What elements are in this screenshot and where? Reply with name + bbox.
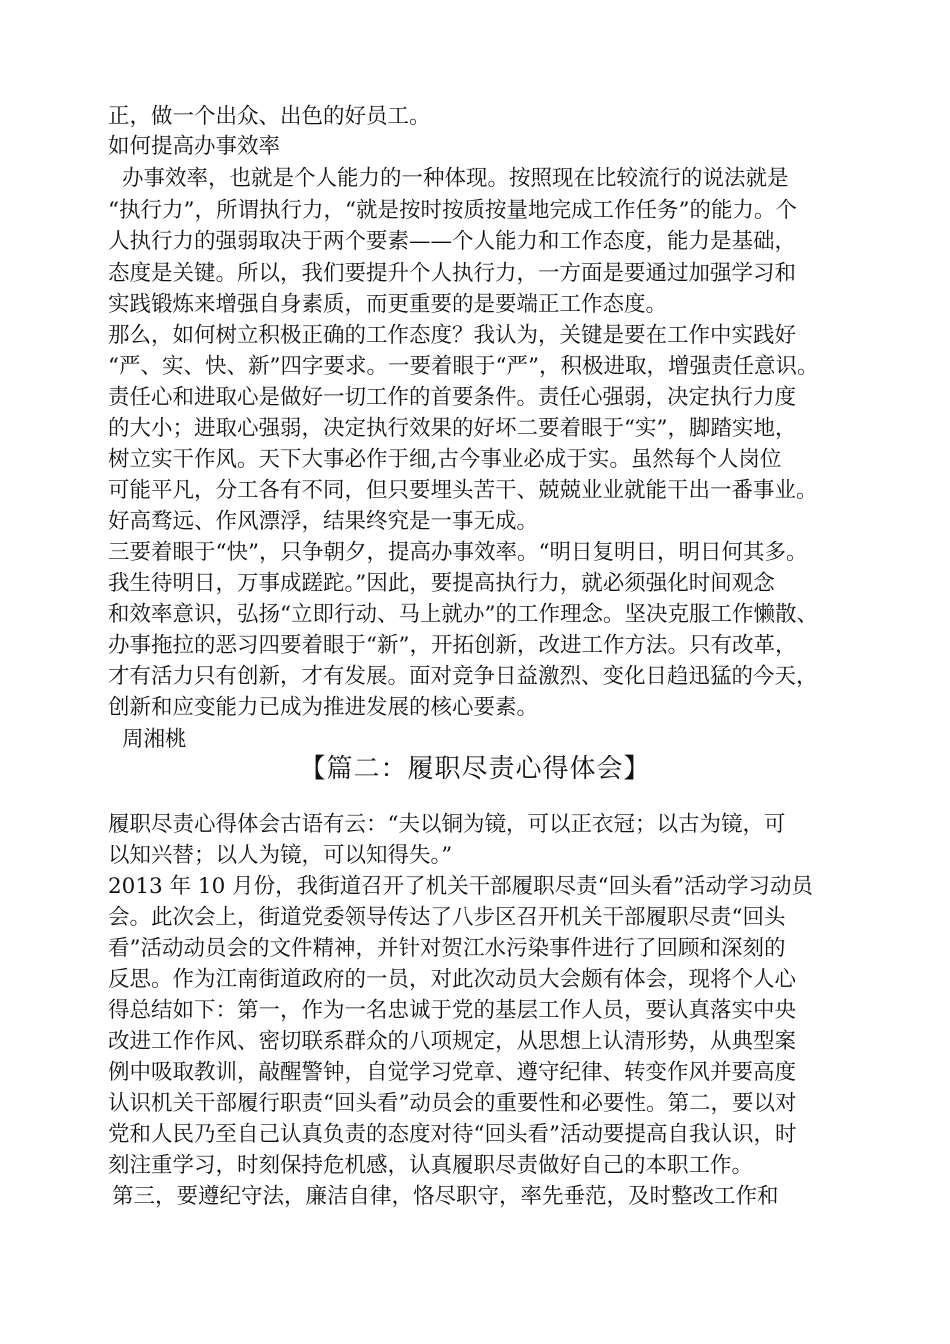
text-line: 才有活力只有创新，才有发展。面对竞争日益激烈、变化日趋迅猛的今天， (108, 664, 818, 689)
text-line: “严、实、快、新”四字要求。一要着眼于“严”，积极进取，增强责任意识。 (108, 354, 819, 379)
text-line: 例中吸取教训，敲醒警钟，自觉学习党章、遵守纪律、转变作风并要高度 (108, 1060, 797, 1085)
section-subtitle: 如何提高办事效率 (108, 134, 281, 159)
text-line: 得总结如下：第一，作为一名忠诚于党的基层工作人员，要认真落实中央 (108, 998, 797, 1023)
text-line: 树立实干作风。天下大事必作于细,古今事业必成于实。虽然每个人岗位 (108, 447, 782, 472)
text-line: 党和人民乃至自己认真负责的态度对待“回头看”活动要提高自我认识，时 (108, 1122, 797, 1147)
text-line: 正，做一个出众、出色的好员工。 (108, 104, 431, 129)
text-line: 看”活动动员会的文件精神，并针对贺江水污染事件进行了回顾和深刻的 (108, 936, 786, 961)
text-line: 创新和应变能力已成为推进发展的核心要素。 (108, 695, 539, 720)
text-line: 可能平凡，分工各有不同，但只要埋头苦干、兢兢业业就能干出一番事业。 (108, 478, 818, 503)
text-line: 改进工作作风、密切联系群众的八项规定，从思想上认清形势，从典型案 (108, 1029, 797, 1054)
text-line: 和效率意识，弘扬“立即行动、马上就办”的工作理念。坚决克服工作懒散、 (108, 602, 818, 627)
text-line: 会。此次会上，街道党委领导传达了八步区召开机关干部履职尽责“回头 (108, 905, 786, 930)
text-line: 实践锻炼来增强自身素质，而更重要的是要端正工作态度。 (108, 292, 668, 317)
section-heading: 【篇二：履职尽责心得体会】 (299, 754, 651, 784)
text-line: 反思。作为江南街道政府的一员，对此次动员大会颇有体会，现将个人心 (108, 967, 797, 992)
text-line: 2013 年 10 月份，我街道召开了机关干部履职尽责“回头看”活动学习动员 (108, 874, 814, 899)
text-line: 的大小；进取心强弱，决定执行效果的好坏二要着眼于“实”，脚踏实地， (108, 416, 797, 441)
text-line: 认识机关干部履行职责“回头看”动员会的重要性和必要性。第二，要以对 (108, 1091, 797, 1116)
text-line: 三要着眼于“快”，只争朝夕，提高办事效率。“明日复明日，明日何其多。 (108, 540, 808, 565)
author-signature: 周湘桃 (122, 727, 187, 752)
text-line: 办事拖拉的恶习四要着眼于“新”，开拓创新，改进工作方法。只有改革， (108, 633, 797, 658)
text-line: 履职尽责心得体会古语有云：“夫以铜为镜，可以正衣冠；以古为镜，可 (108, 812, 786, 837)
text-line: 刻注重学习，时刻保持危机感，认真履职尽责做好自己的本职工作。 (108, 1153, 754, 1178)
text-line: 那么，如何树立积极正确的工作态度？我认为，关键是要在工作中实践好 (108, 323, 797, 348)
text-line: 责任心和进取心是做好一切工作的首要条件。责任心强弱，决定执行力度 (108, 385, 797, 410)
text-line: 以知兴替；以人为镜，可以知得失。” (108, 843, 453, 868)
text-line: 办事效率，也就是个人能力的一种体现。按照现在比较流行的说法就是 (122, 166, 789, 191)
text-line: 第三，要遵纪守法，廉洁自律，恪尽职守，率先垂范，及时整改工作和 (112, 1184, 779, 1209)
text-line: 态度是关键。所以，我们要提升个人执行力，一方面是要通过加强学习和 (108, 261, 797, 286)
text-line: 人执行力的强弱取决于两个要素——个人能力和工作态度，能力是基础， (108, 229, 797, 254)
text-line: “执行力”，所谓执行力，“就是按时按质按量地完成工作任务”的能力。个 (108, 198, 797, 223)
text-line: 我生待明日，万事成蹉跎。”因此，要提高执行力，就必须强化时间观念 (108, 571, 775, 596)
text-line: 好高骛远、作风漂浮，结果终究是一事无成。 (108, 509, 539, 534)
